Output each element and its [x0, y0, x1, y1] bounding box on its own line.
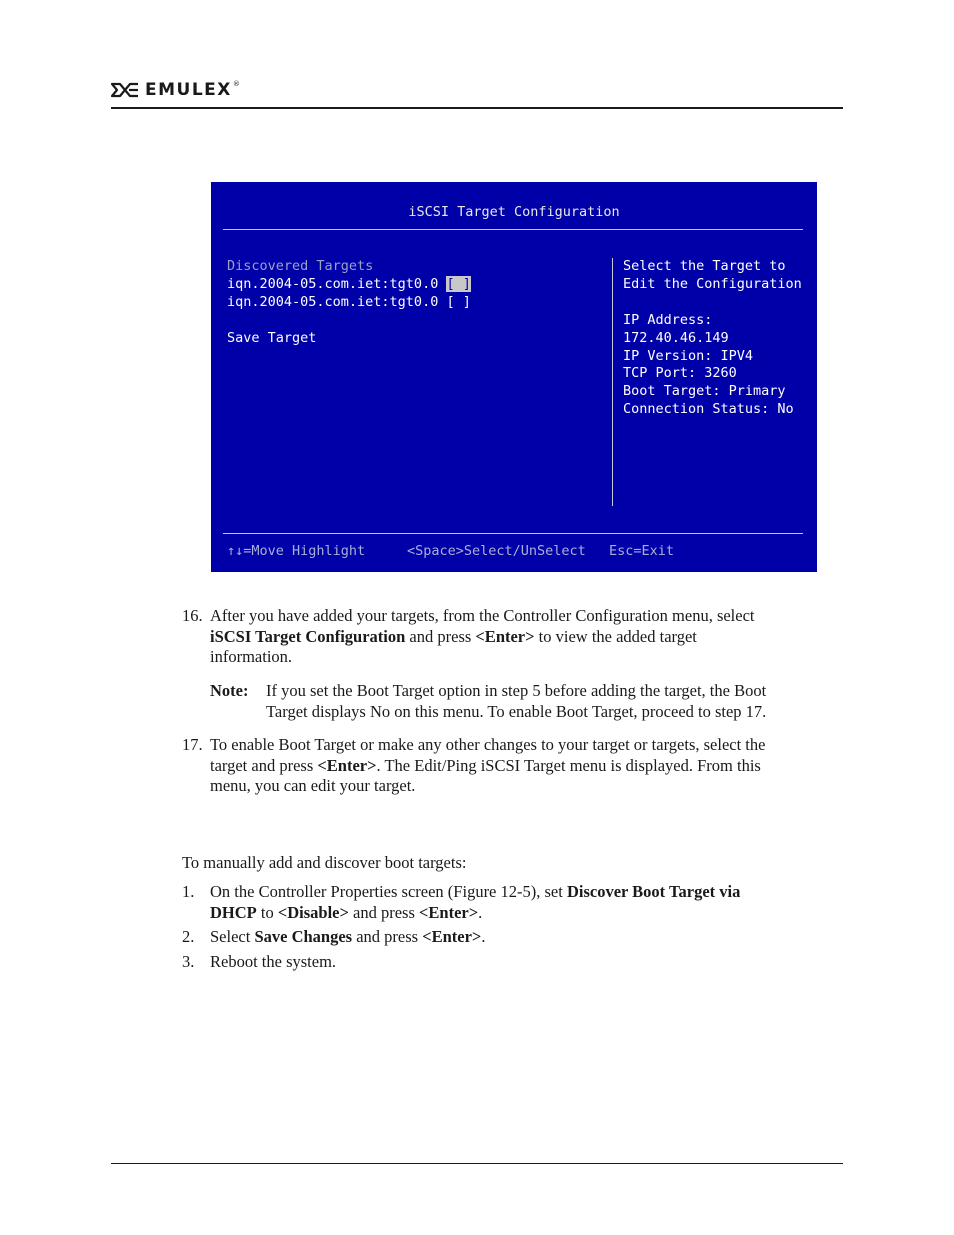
bios-bottom-rule — [223, 533, 803, 534]
manual-step-1-line-2 — [210, 903, 850, 924]
key-name: <Enter> — [422, 927, 482, 946]
text-run: to view the added target — [534, 626, 697, 646]
note-label — [210, 681, 248, 702]
target-name: iqn.2004-05.com.iet:tgt0.0 — [227, 276, 439, 292]
manual-step-1-number: 1. — [182, 882, 195, 901]
step-17-number: 17. — [182, 735, 203, 754]
step-16-number: 16. — [182, 606, 203, 625]
bios-top-rule — [223, 229, 803, 230]
emulex-mark-icon — [111, 82, 139, 98]
ip-address-value: 172.40.46.149 — [623, 330, 729, 346]
ip-version: IP Version: IPV4 — [623, 348, 754, 364]
step-17-line-3: menu, you can edit your target. — [210, 776, 416, 795]
step-16-line-1: After you have added your targets, from the Controller Configuration menu, select — [210, 606, 755, 625]
connection-status: Connection Status: No — [623, 401, 794, 417]
text-run: . The Edit/Ping iSCSI Target menu is displayed. From this — [376, 755, 761, 775]
manual-step-3-number: 3. — [182, 952, 195, 971]
bios-screenshot — [211, 182, 817, 572]
option-value: <Disable> — [277, 902, 349, 922]
manual-step-3-text: Reboot the system. — [210, 952, 337, 971]
manual-step-1-text — [210, 882, 850, 923]
discovered-targets-label: Discovered Targets — [227, 258, 374, 274]
text-run: and press — [348, 902, 420, 922]
step-16-line-2 — [210, 627, 850, 648]
tcp-port: TCP Port: 3260 — [623, 365, 737, 381]
note-line-1: If you set the Boot Target option in step 5 before adding the target, the Boot — [266, 681, 767, 700]
footer-exit: Esc=Exit — [609, 543, 675, 559]
text-run: and press — [352, 927, 423, 946]
step-16-text — [210, 606, 850, 668]
menu-name: iSCSI Target Configuration — [210, 626, 406, 646]
brand-name: EMULEX — [145, 80, 232, 100]
key-name: <Enter> — [317, 755, 377, 775]
text-run: and press — [405, 626, 476, 646]
footer-select: <Space>Select/UnSelect — [407, 543, 586, 559]
note-text — [266, 681, 856, 722]
emulex-logo — [111, 80, 240, 100]
manual-step-2-text — [210, 927, 850, 948]
target-checkbox[interactable]: [ ] — [446, 294, 471, 310]
footer-move-highlight: ↑↓=Move Highlight — [227, 543, 366, 559]
header-rule — [111, 107, 843, 109]
text-run: target and press — [210, 755, 318, 775]
manual-step-2-number: 2. — [182, 927, 195, 946]
step-17-text — [210, 735, 850, 797]
target-checkbox-highlighted[interactable]: [ ] — [446, 276, 471, 292]
text-run: Select — [210, 927, 255, 946]
text-run: . — [478, 902, 483, 922]
ip-address-label: IP Address: — [623, 312, 713, 328]
option-name: Save Changes — [254, 927, 353, 946]
manual-step-1-line-1 — [210, 882, 850, 903]
target-row-1[interactable] — [227, 275, 471, 293]
text-run: to — [256, 902, 278, 922]
target-name: iqn.2004-05.com.iet:tgt0.0 — [227, 294, 439, 310]
trademark-symbol: ® — [232, 80, 240, 88]
option-name: Discover Boot Target via — [566, 882, 741, 901]
text-run: On the Controller Properties screen (Figure 12-5), set — [210, 882, 567, 901]
footer-rule — [111, 1163, 843, 1164]
step-16-line-3: information. — [210, 647, 293, 666]
help-line-2: Edit the Configuration — [623, 276, 802, 292]
key-name: <Enter> — [419, 902, 479, 922]
note-label-text: Note: — [210, 681, 249, 700]
step-17-line-1: To enable Boot Target or make any other changes to your target or targets, select the — [210, 735, 766, 754]
target-row-2[interactable] — [227, 293, 471, 311]
note-line-2: Target displays No on this menu. To enable Boot Target, proceed to step 17. — [266, 701, 767, 721]
save-target-item[interactable]: Save Target — [227, 330, 317, 346]
bios-divider — [612, 258, 613, 506]
help-line-1: Select the Target to — [623, 258, 786, 274]
option-name: DHCP — [210, 902, 257, 922]
manual-intro: To manually add and discover boot targets: — [182, 853, 467, 872]
step-17-line-2 — [210, 756, 850, 777]
key-name: <Enter> — [475, 626, 535, 646]
boot-target: Boot Target: Primary — [623, 383, 786, 399]
bios-title: iSCSI Target Configuration — [408, 204, 620, 220]
text-run: . — [481, 927, 486, 946]
